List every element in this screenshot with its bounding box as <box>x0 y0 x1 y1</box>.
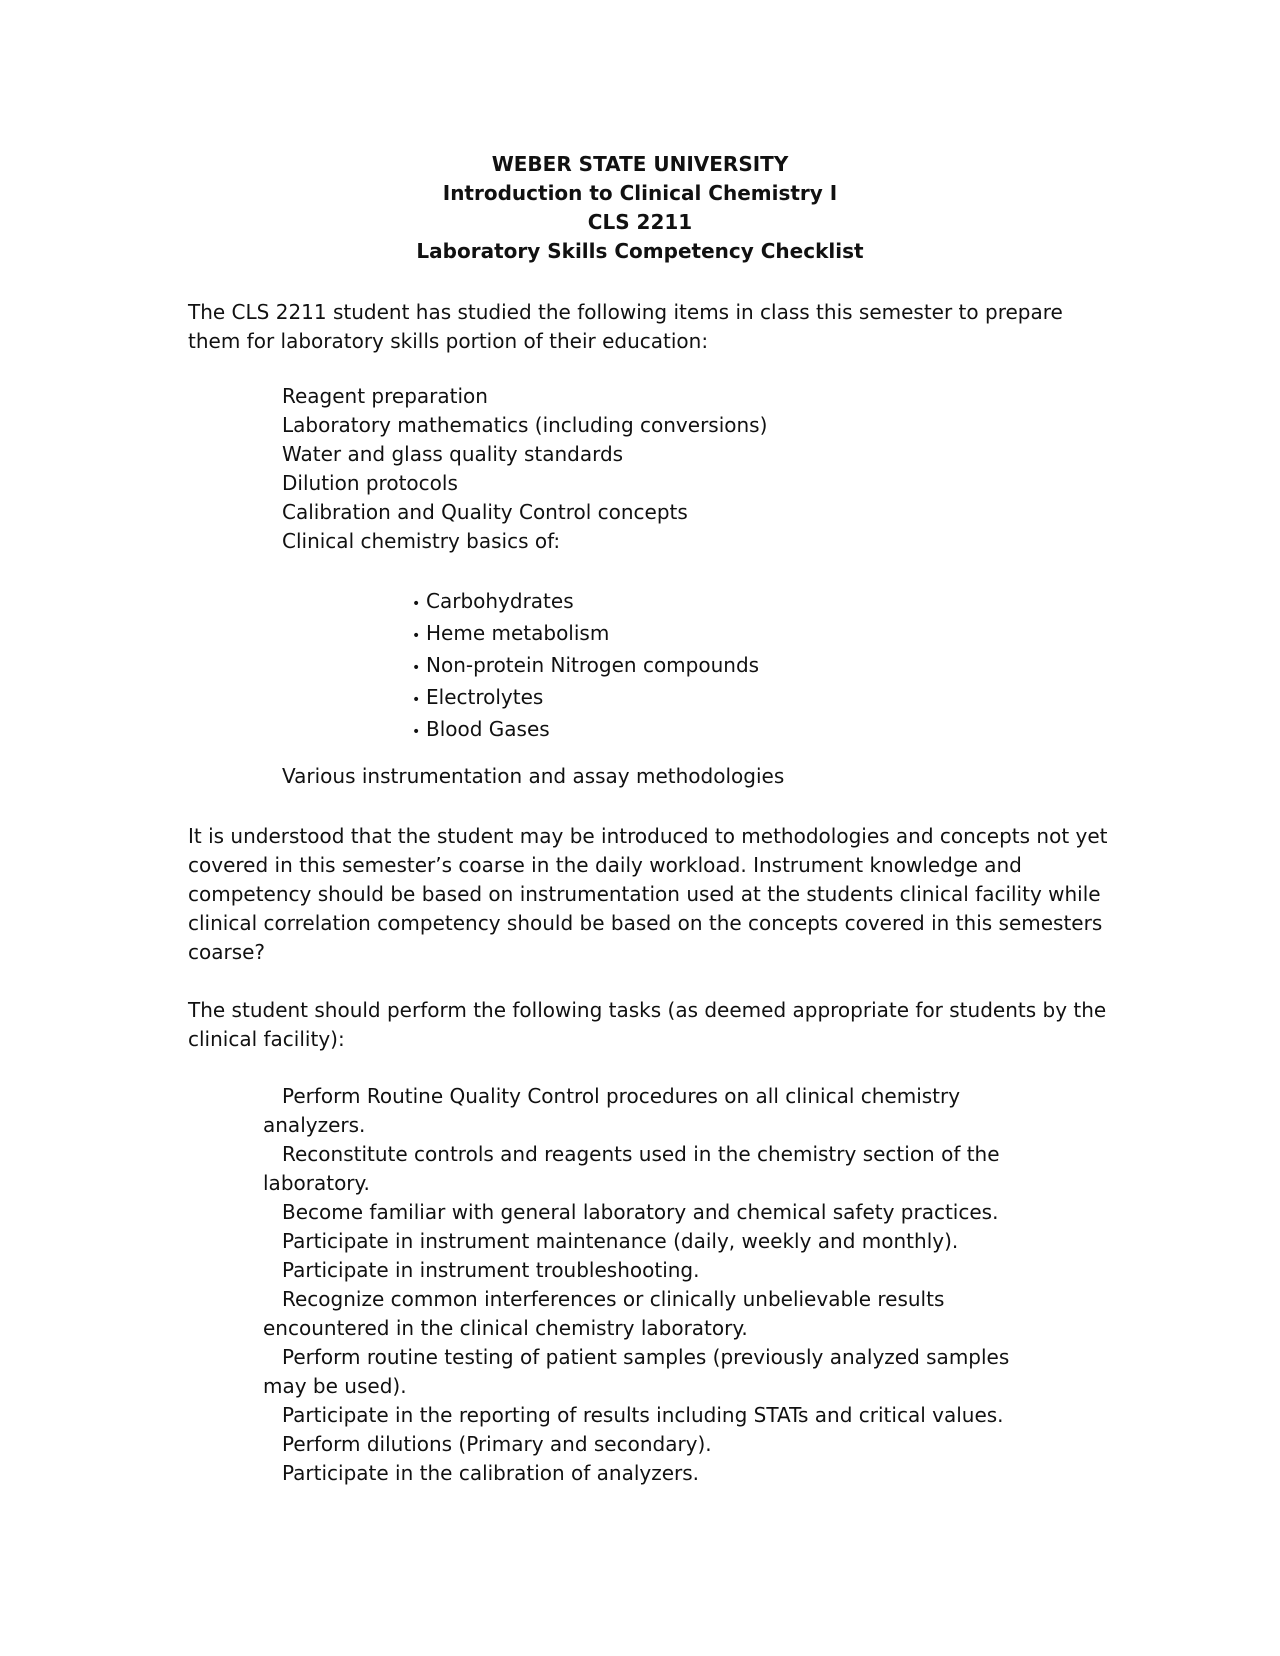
bullet-icon: • <box>412 596 421 612</box>
bullet-icon: • <box>412 692 421 708</box>
task-line: Recognize common interferences or clinically unbelievable results <box>282 1287 945 1311</box>
task-item-continued <box>263 1314 1023 1343</box>
university-name: WEBER STATE UNIVERSITY <box>491 152 789 176</box>
task-line: Participate in the reporting of results including STATs and critical values. <box>282 1403 1004 1427</box>
bullet-icon: • <box>412 660 421 676</box>
task-item <box>263 1401 1023 1430</box>
intro-line: them for laboratory skills portion of their education: <box>188 329 709 353</box>
task-line: Reconstitute controls and reagents used in the chemistry section of the <box>282 1142 1000 1166</box>
topic-item: Dilution protocols <box>282 471 458 495</box>
task-item <box>263 1198 1023 1227</box>
task-line: Perform routine testing of patient samples (previously analyzed samples <box>282 1345 1010 1369</box>
task-line: Participate in the calibration of analyzers. <box>282 1461 700 1485</box>
topic-item: Water and glass quality standards <box>282 442 624 466</box>
task-item <box>263 1082 1023 1111</box>
bullet-text: Heme metabolism <box>426 621 610 645</box>
task-item <box>263 1459 1023 1488</box>
bullet-item <box>412 587 759 619</box>
task-item <box>263 1285 1023 1314</box>
basics-bullet-list <box>412 587 759 747</box>
task-line: may be used). <box>263 1374 407 1398</box>
understood-line: coarse? <box>188 940 266 964</box>
bullet-item <box>412 715 759 747</box>
task-line: Participate in instrument maintenance (daily, weekly and monthly). <box>282 1229 959 1253</box>
bullet-text: Blood Gases <box>426 717 550 741</box>
various-instrumentation: Various instrumentation and assay methodologies <box>282 764 785 788</box>
bullet-item <box>412 651 759 683</box>
task-line: Perform Routine Quality Control procedures on all clinical chemistry <box>282 1084 961 1108</box>
bullet-text: Non-protein Nitrogen compounds <box>426 653 760 677</box>
understood-line: clinical correlation competency should be based on the concepts covered in this semesters <box>188 911 1103 935</box>
topic-item: Laboratory mathematics (including conversions) <box>282 413 768 437</box>
document-title: Laboratory Skills Competency Checklist <box>416 239 864 263</box>
intro-line: The CLS 2211 student has studied the following items in class this semester to prepare <box>188 300 1063 324</box>
bullet-icon: • <box>412 628 421 644</box>
topics-list <box>282 382 767 556</box>
tasks-intro-paragraph <box>188 996 1108 1054</box>
tasks-intro-line: clinical facility): <box>188 1027 345 1051</box>
intro-paragraph <box>188 298 1108 356</box>
bullet-text: Carbohydrates <box>426 589 574 613</box>
topic-item: Reagent preparation <box>282 384 488 408</box>
topic-item: Clinical chemistry basics of: <box>282 529 561 553</box>
task-item <box>263 1140 1023 1169</box>
understood-line: competency should be based on instrumentation used at the students clinical facility while <box>188 882 1101 906</box>
task-line: analyzers. <box>263 1113 366 1137</box>
bullet-icon: • <box>412 724 421 740</box>
tasks-intro-line: The student should perform the following tasks (as deemed appropriate for students by the <box>188 998 1107 1022</box>
task-item-continued <box>263 1372 1023 1401</box>
document-header <box>0 150 1280 266</box>
topic-item: Calibration and Quality Control concepts <box>282 500 688 524</box>
course-title: Introduction to Clinical Chemistry I <box>442 181 838 205</box>
task-line: encountered in the clinical chemistry laboratory. <box>263 1316 748 1340</box>
task-line: Perform dilutions (Primary and secondary). <box>282 1432 712 1456</box>
task-line: Participate in instrument troubleshooting. <box>282 1258 700 1282</box>
task-item <box>263 1227 1023 1256</box>
tasks-list <box>263 1082 1023 1488</box>
task-item-continued <box>263 1169 1023 1198</box>
understood-line: It is understood that the student may be introduced to methodologies and concepts not yet <box>188 824 1108 848</box>
understood-line: covered in this semester’s coarse in the daily workload. Instrument knowledge and <box>188 853 1022 877</box>
bullet-item <box>412 683 759 715</box>
task-item <box>263 1256 1023 1285</box>
task-item <box>263 1343 1023 1372</box>
understood-paragraph <box>188 822 1108 967</box>
task-item <box>263 1430 1023 1459</box>
bullet-item <box>412 619 759 651</box>
task-line: Become familiar with general laboratory and chemical safety practices. <box>282 1200 999 1224</box>
task-item-continued <box>263 1111 1023 1140</box>
bullet-text: Electrolytes <box>426 685 544 709</box>
course-code: CLS 2211 <box>587 210 693 234</box>
task-line: laboratory. <box>263 1171 370 1195</box>
